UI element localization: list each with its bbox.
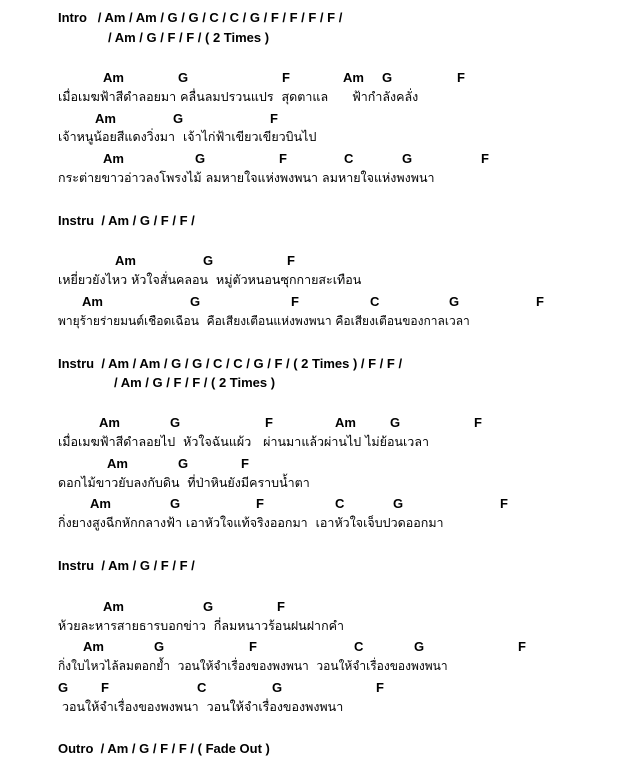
lyric-line: พายุร้ายร่ายมนต์เชือดเฉือน คือเสียงเตือนแห่งพงพนา คือเสียงเตือนของกาลเวลา (58, 314, 470, 328)
chord: G (178, 456, 189, 471)
chord: G (393, 496, 404, 511)
chord: F (101, 680, 109, 695)
chord: Am (115, 253, 136, 268)
chord: G (449, 294, 460, 309)
chord: F (474, 415, 482, 430)
lyric-line: กิ่งยางสูงฉีกหักกลางฟ้า เอาหัวใจแท้จริงออกมา เอาหัวใจเจ็บปวดออกมา (58, 515, 444, 530)
chord: F (256, 496, 264, 511)
lyric-line: เหยี่ยวยังไหว หัวใจสั่นคลอน หมู่ตัวหนอนซุกกายสะเทือน (58, 272, 362, 287)
chord: C (197, 680, 207, 695)
chord: G (58, 680, 69, 695)
chord: G (272, 680, 283, 695)
chord: F (279, 151, 287, 166)
chord: G (390, 415, 401, 430)
chord: G (195, 151, 206, 166)
chord: F (282, 70, 290, 85)
chord: F (481, 151, 489, 166)
lyric-line: เมื่อเมฆฟ้าสีดำลอยมา คลื่นลมปรวนแปร สุดตาแล ฟ้ากำลังคลั่ง (58, 89, 419, 104)
chord: F (249, 639, 257, 654)
chord: G (382, 70, 393, 85)
chord: F (457, 70, 465, 85)
lyric-line: ดอกไม้ขาวยับลงกับดิน ที่ป่าหินยังมีคราบน้ำตา (58, 475, 310, 490)
lyric-line: วอนให้จำเรื่องของพงพนา วอนให้จำเรื่องของพงพนา (58, 699, 344, 714)
chord: F (270, 111, 278, 126)
intro-line-2: / Am / G / F / F / ( 2 Times ) (108, 30, 270, 45)
chord: G (170, 496, 181, 511)
intro-line-1: Intro / Am / Am / G / G / C / C / G / F / F / F / F / (58, 10, 343, 25)
chord: Am (90, 496, 111, 511)
chord: G (402, 151, 413, 166)
chord: C (344, 151, 354, 166)
chord: F (376, 680, 384, 695)
chord: Am (343, 70, 364, 85)
chord: F (291, 294, 299, 309)
chord: Am (83, 639, 104, 654)
chord: F (500, 496, 508, 511)
chord: G (170, 415, 181, 430)
chord: F (287, 253, 295, 268)
chord: G (414, 639, 425, 654)
chord: Am (107, 456, 128, 471)
lyric-line: เมื่อเมฆฟ้าสีดำลอยไป หัวใจฉันแผ้ว ผ่านมาแล้วผ่านไป ไม่ย้อนเวลา (58, 434, 430, 449)
chord: Am (103, 151, 124, 166)
chord: F (277, 599, 285, 614)
chord: F (518, 639, 526, 654)
chord: Am (82, 294, 103, 309)
instru-line: Instru / Am / Am / G / G / C / C / G / F / ( 2 Times ) / F / F / (58, 356, 403, 371)
chord: G (178, 70, 189, 85)
chord: Am (99, 415, 120, 430)
chord: C (335, 496, 345, 511)
instru-line-2: / Am / G / F / F / ( 2 Times ) (114, 375, 276, 390)
lyric-line: กิ่งใบไหวไล้ลมตอกย้ำ วอนให้จำเรื่องของพงพนา วอนให้จำเรื่องของพงพนา (58, 659, 448, 673)
chord: Am (335, 415, 356, 430)
chord: C (354, 639, 364, 654)
chord: G (190, 294, 201, 309)
chord: C (370, 294, 380, 309)
outro-line: Outro / Am / G / F / F / ( Fade Out ) (58, 741, 270, 756)
chord: G (154, 639, 165, 654)
lyric-line: ห้วยละหารสายธารบอกข่าว กี่ลมหนาวร้อนฝนฝากคำ (58, 618, 345, 633)
lyric-line: เจ้าหนูน้อยสีแดงวิ่งมา เจ้าไก่ฟ้าเขียวเขียวบินไป (58, 129, 317, 144)
lyric-line: กระต่ายขาวอ่าวลงโพรงไม้ ลมหายใจแห่งพงพนา ลมหายใจแห่งพงพนา (58, 170, 435, 185)
chord: Am (95, 111, 116, 126)
chord: F (265, 415, 273, 430)
chord: F (241, 456, 249, 471)
chord: F (536, 294, 544, 309)
chord: G (203, 599, 214, 614)
chord: Am (103, 599, 124, 614)
chord: Am (103, 70, 124, 85)
chord: G (203, 253, 214, 268)
instru-line: Instru / Am / G / F / F / (58, 213, 195, 228)
chord: G (173, 111, 184, 126)
instru-line: Instru / Am / G / F / F / (58, 558, 195, 573)
